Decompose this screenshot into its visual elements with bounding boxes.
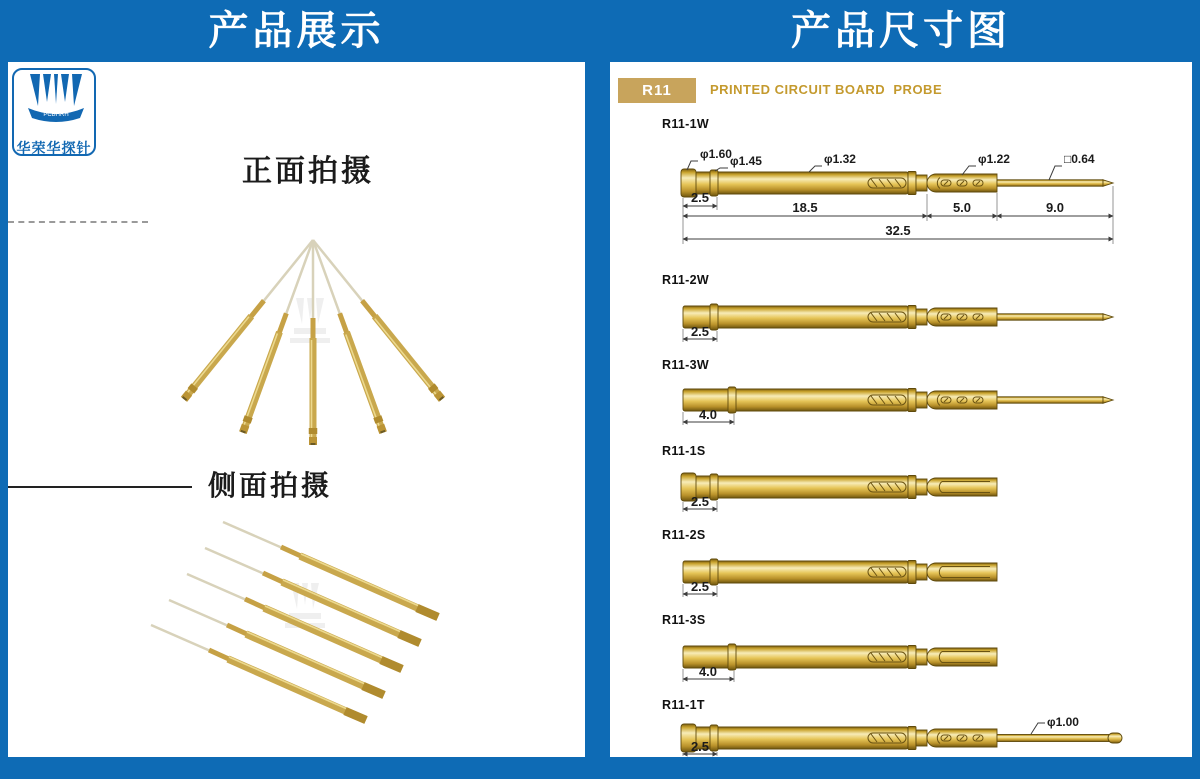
dim-label: 5.0 bbox=[952, 200, 972, 215]
dim-label: 4.0 bbox=[698, 407, 718, 422]
dim-label: φ1.45 bbox=[730, 154, 762, 168]
probe-diagram-r11-1s bbox=[610, 465, 1192, 515]
dashed-divider bbox=[8, 221, 148, 223]
model-label-r11-3s: R11-3S bbox=[662, 613, 706, 627]
side-view-photo bbox=[95, 505, 515, 755]
dim-label: 2.5 bbox=[690, 494, 710, 509]
series-badge: R11 bbox=[618, 78, 696, 103]
side-probes bbox=[151, 522, 438, 720]
dimension-panel bbox=[610, 62, 1192, 757]
header-left-title: 产品展示 bbox=[208, 9, 385, 53]
model-label-r11-1w: R11-1W bbox=[662, 117, 709, 131]
dim-label: 9.0 bbox=[1045, 200, 1065, 215]
side-view-caption: 侧面拍摄 bbox=[208, 470, 333, 501]
dim-label: φ1.00 bbox=[1047, 715, 1079, 729]
series-subtitle: PRINTED CIRCUIT BOARD PROBE bbox=[710, 82, 943, 97]
front-view-photo bbox=[100, 228, 520, 460]
dim-label: 2.5 bbox=[690, 579, 710, 594]
model-label-r11-2s: R11-2S bbox=[662, 528, 706, 542]
logo-crown-icon bbox=[14, 70, 94, 132]
model-label-r11-3w: R11-3W bbox=[662, 358, 709, 372]
probe-diagram-r11-3s bbox=[610, 635, 1192, 685]
dim-label: φ1.22 bbox=[978, 152, 1010, 166]
logo-brand-text: PCBHRH bbox=[43, 112, 69, 118]
brand-logo bbox=[12, 68, 96, 156]
model-label-r11-1t: R11-1T bbox=[662, 698, 705, 712]
probe-diagram-r11-2s bbox=[610, 550, 1192, 600]
caption-rule bbox=[8, 486, 192, 488]
product-display-panel bbox=[8, 62, 585, 757]
logo-company-name: 华荣华探针 bbox=[16, 140, 92, 156]
model-label-r11-1s: R11-1S bbox=[662, 444, 706, 458]
dim-label: φ1.32 bbox=[824, 152, 856, 166]
dim-label: 2.5 bbox=[690, 324, 710, 339]
front-view-caption: 正面拍摄 bbox=[242, 155, 374, 188]
model-label-r11-2w: R11-2W bbox=[662, 273, 709, 287]
header-right-title: 产品尺寸图 bbox=[791, 9, 1011, 53]
dim-label: φ1.60 bbox=[700, 147, 732, 161]
dim-label: □0.64 bbox=[1064, 152, 1095, 166]
watermark bbox=[290, 298, 330, 343]
dim-label: 2.5 bbox=[690, 739, 710, 754]
dim-label: 2.5 bbox=[690, 190, 710, 205]
probe-diagram-r11-3w bbox=[610, 378, 1192, 428]
dim-label: 32.5 bbox=[885, 223, 911, 238]
dim-label: 18.5 bbox=[792, 200, 818, 215]
probe-diagram-r11-2w bbox=[610, 295, 1192, 345]
dim-label: 4.0 bbox=[698, 664, 718, 679]
probe-diagram-r11-1w bbox=[610, 140, 1192, 258]
probe-diagram-r11-1t bbox=[610, 710, 1192, 757]
